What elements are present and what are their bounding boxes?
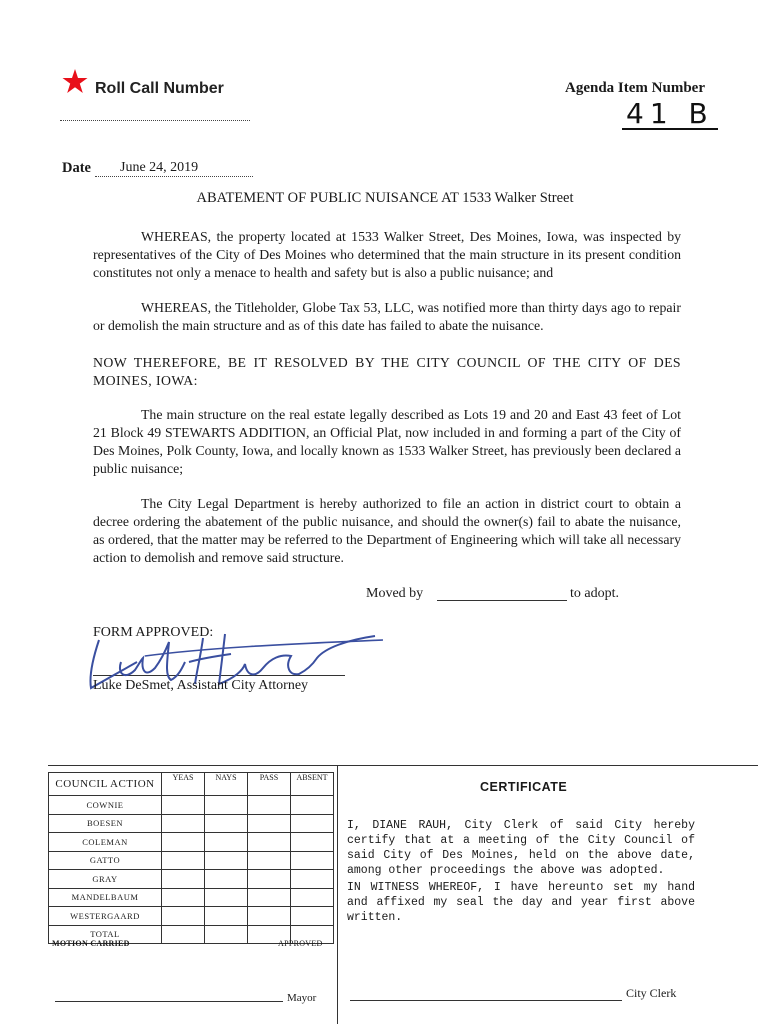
table-row	[49, 851, 334, 870]
section-divider	[48, 765, 758, 766]
agenda-item-number: 41 B	[622, 100, 718, 130]
vote-cell	[162, 814, 205, 833]
council-member-name: MANDELBAUM	[49, 888, 162, 907]
total-label: TOTAL	[49, 925, 162, 944]
vertical-divider	[337, 765, 338, 1024]
council-member-name: GRAY	[49, 870, 162, 889]
vote-cell	[248, 888, 291, 907]
clerk-signature-line	[350, 1000, 622, 1001]
vote-cell	[248, 851, 291, 870]
vote-cell	[291, 870, 334, 889]
moved-by-line	[437, 600, 567, 601]
resolved-paragraph: NOW THEREFORE, BE IT RESOLVED BY THE CITY COUNCIL OF THE CITY OF DES MOINES, IOWA:	[93, 355, 681, 388]
table-row	[49, 888, 334, 907]
vote-cell	[205, 814, 248, 833]
council-member-name: GATTO	[49, 851, 162, 870]
vote-cell	[205, 796, 248, 815]
council-member-name: WESTERGAARD	[49, 907, 162, 926]
council-member-name: COLEMAN	[49, 833, 162, 852]
vote-cell	[205, 833, 248, 852]
signer-name: Luke DeSmet, Assistant City Attorney	[93, 678, 309, 693]
whereas-paragraph-1: WHEREAS, the property located at 1533 Walker Street, Des Moines, Iowa, was inspected by representatives of the City of Des Moines who determined that the main structure in its present condition constitutes not only a menace to health and safety but is also a public nuisance; and	[93, 229, 681, 280]
vote-cell	[205, 907, 248, 926]
vote-cell	[205, 925, 248, 944]
date-value: June 24, 2019	[95, 160, 253, 177]
vote-cell	[205, 870, 248, 889]
certificate-title: CERTIFICATE	[480, 780, 568, 794]
council-header-row	[49, 773, 334, 796]
roll-call-number-line	[60, 120, 250, 121]
vote-cell	[291, 833, 334, 852]
vote-cell	[162, 888, 205, 907]
vote-cell	[162, 870, 205, 889]
table-row	[49, 814, 334, 833]
city-clerk-label: City Clerk	[626, 986, 677, 1000]
vote-cell	[248, 907, 291, 926]
certificate-text: I, DIANE RAUH, City Clerk of said City hereby certify that at a meeting of the City Council of said City of Des Moines, held on the above date, among other proceedings the above was adopted.	[347, 819, 695, 877]
vote-cell	[205, 851, 248, 870]
vote-cell	[291, 814, 334, 833]
to-adopt-label: to adopt.	[570, 586, 619, 601]
form-approved-label: FORM APPROVED:	[93, 625, 214, 640]
vote-cell	[291, 796, 334, 815]
agenda-item-label: Agenda Item Number	[565, 80, 705, 96]
council-member-name: COWNIE	[49, 796, 162, 815]
vote-cell	[248, 796, 291, 815]
vote-cell	[162, 925, 205, 944]
date-label: Date	[62, 160, 91, 176]
vote-cell	[248, 833, 291, 852]
vote-cell	[162, 833, 205, 852]
authorization-paragraph: The City Legal Department is hereby authorized to file an action in district court to obtain a decree ordering the abatement of the public nuisance, and should the owner(s) fail to abate the nuisance, as ordered, that the matter may be referred to the Department of Engineering which will take all necessary action to demolish and remove said structure.	[93, 496, 681, 565]
resolution-title: ABATEMENT OF PUBLIC NUISANCE AT 1533 Walker Street	[196, 190, 574, 206]
yeas-header: YEAS	[162, 773, 205, 796]
star-icon	[62, 68, 88, 94]
nays-header: NAYS	[205, 773, 248, 796]
moved-by-label: Moved by	[366, 586, 424, 601]
mayor-signature-line	[55, 1001, 283, 1002]
council-action-table	[48, 772, 334, 944]
legal-description-paragraph: The main structure on the real estate legally described as Lots 19 and 20 and East 43 feet of Lot 21 Block 49 STEWARTS ADDITION, an Official Plat, now included in and forming a part of the City of Des Moines, Polk County, Iowa, and locally known as 1533 Walker Street, has previously been declared a public nuisance;	[93, 407, 681, 476]
pass-header: PASS	[248, 773, 291, 796]
vote-cell	[205, 888, 248, 907]
vote-cell	[291, 888, 334, 907]
roll-call-label: Roll Call Number	[95, 80, 224, 97]
vote-cell	[248, 870, 291, 889]
approved-label: APPROVED	[278, 939, 323, 948]
table-row	[49, 907, 334, 926]
mayor-label: Mayor	[287, 992, 317, 1004]
vote-cell	[291, 851, 334, 870]
council-action-header: COUNCIL ACTION	[49, 773, 162, 796]
whereas-paragraph-2: WHEREAS, the Titleholder, Globe Tax 53, LLC, was notified more than thirty days ago to repair or demolish the main structure and as of this date has failed to abate the nuisance.	[93, 300, 681, 333]
absent-header: ABSENT	[291, 773, 334, 796]
vote-cell	[162, 796, 205, 815]
vote-cell	[162, 907, 205, 926]
table-row	[49, 796, 334, 815]
council-member-name: BOESEN	[49, 814, 162, 833]
vote-cell	[291, 907, 334, 926]
witness-text: IN WITNESS WHEREOF, I have hereunto set my hand and affixed my seal the day and year first above written.	[347, 881, 695, 924]
vote-cell	[162, 851, 205, 870]
motion-carried-label: MOTION CARRIED	[52, 939, 130, 948]
table-row	[49, 833, 334, 852]
vote-cell	[248, 814, 291, 833]
table-row	[49, 870, 334, 889]
